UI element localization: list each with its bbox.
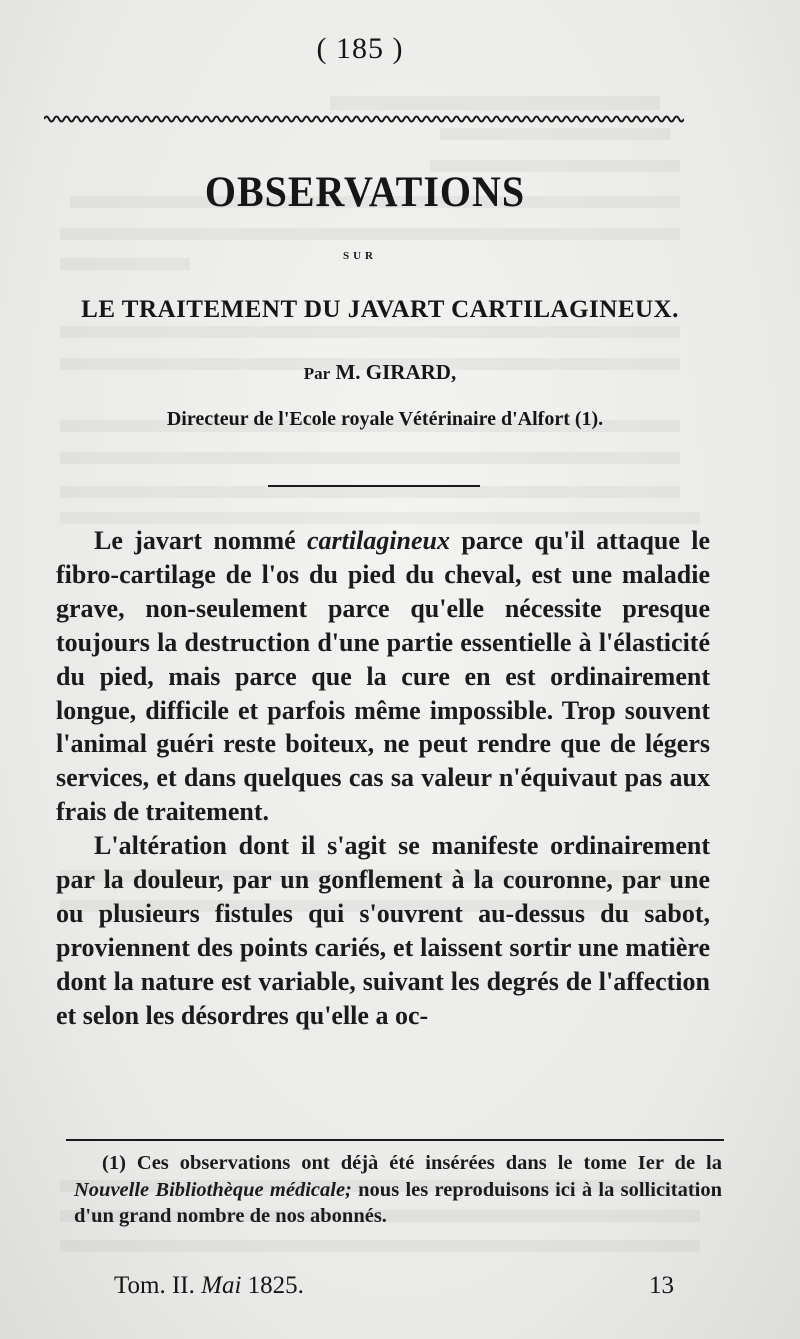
- footnote-text-end: nous les reproduisons ici à la sollicitation d'un grand nombre de nos abonnés.: [74, 1178, 722, 1227]
- sheet-signature-number: 13: [649, 1272, 674, 1299]
- author-prefix: Par: [303, 364, 331, 383]
- footnote: [74, 1150, 722, 1230]
- article-subtitle: LE TRAITEMENT DU JAVART CARTILAGINEUX.: [81, 296, 679, 323]
- issue-year: 1825.: [247, 1272, 304, 1299]
- journal-title: Nouvelle Bibliothèque médicale;: [74, 1178, 352, 1201]
- article-body: [56, 524, 710, 1033]
- italic-term: cartilagineux: [307, 526, 451, 555]
- author-line: [0, 360, 760, 385]
- paragraph-1-start: Le javart nommé: [94, 526, 307, 555]
- footnote-marker: (1): [102, 1152, 126, 1174]
- footnote-text-start: Ces observations ont déjà été insérées dans le tome Ier de la: [125, 1152, 722, 1174]
- author-affiliation: Directeur de l'Ecole royale Vétérinaire d'Alfort (1).: [166, 408, 604, 430]
- footnote-divider: [66, 1139, 724, 1141]
- paragraph-2: L'altération dont il s'agit se manifeste ordinairement par la douleur, par un gonflement à la couronne, par une ou plusieurs fistules qui s'ouvrent au-dessus du sabot, proviennent des points cariés, et laissent sortir une matière dont la nature est variable, suivant les degrés de l'affection et selon les désordres qu'elle a oc-: [56, 831, 710, 1030]
- article-title: OBSERVATIONS: [204, 167, 526, 216]
- issue-month: Mai: [201, 1272, 242, 1299]
- ornamental-wavy-rule: [44, 114, 684, 124]
- paragraph-1: [56, 524, 710, 829]
- page-number: ( 185 ): [316, 32, 404, 65]
- volume-label: Tom. II.: [114, 1272, 195, 1299]
- paragraph-1-rest: parce qu'il attaque le fibro-cartilage de l'os du pied du cheval, est une maladie grave, non-seulement parce qu'elle nécessite presque toujours la destruction d'une partie essentielle à l'élasticité du pied, mais parce que la cure en est ordinairement longue, difficile et parfois même impossible. Trop souvent l'animal guéri reste boiteux, ne peut rendre que de légers services, et dans quelques cas sa valeur n'équivaut pas aux frais de traitement.: [56, 526, 710, 827]
- author-name: M. GIRARD,: [335, 360, 457, 384]
- title-connector: SUR: [342, 250, 377, 262]
- volume-date: [114, 1272, 304, 1300]
- section-divider: [268, 485, 480, 487]
